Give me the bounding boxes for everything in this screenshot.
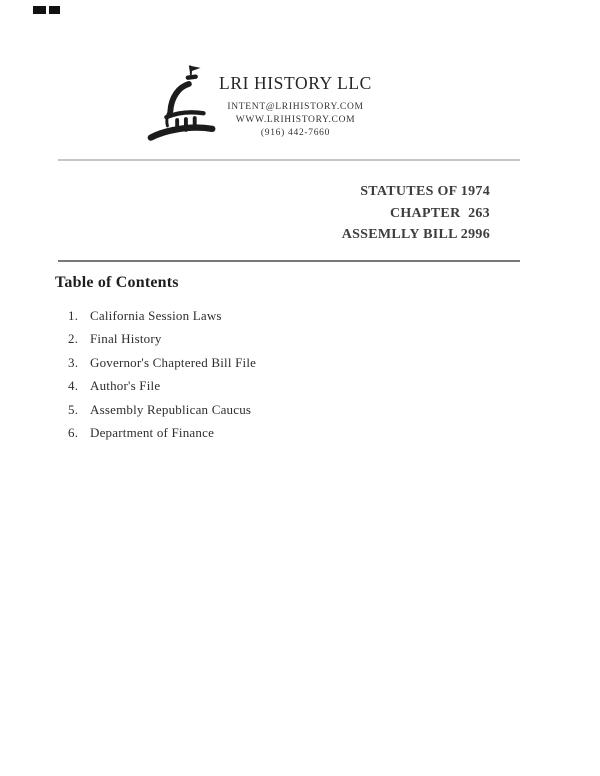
- scan-artifact-block: [33, 6, 46, 14]
- toc-item-label: Assembly Republican Caucus: [90, 401, 252, 417]
- letterhead: [203, 75, 388, 140]
- toc-item: [68, 374, 256, 397]
- toc-list: [68, 304, 256, 444]
- toc-item: [68, 351, 256, 374]
- toc-item: [68, 398, 256, 421]
- toc-item: [68, 304, 256, 327]
- toc-item-label: Governor's Chaptered Bill File: [90, 354, 257, 370]
- toc-item-label: California Session Laws: [90, 308, 222, 323]
- scan-artifact-block: [49, 6, 60, 14]
- toc-item: [68, 327, 256, 350]
- statutes-line: STATUTES OF 1974: [360, 184, 490, 199]
- assembly-bill-line: ASSEMLLY BILL 2996: [341, 227, 490, 242]
- divider-top: [58, 159, 520, 161]
- toc-item-label: Author's File: [90, 378, 161, 394]
- divider-bottom: [58, 260, 520, 262]
- toc-item-label: Final History: [90, 331, 162, 347]
- toc-item-number: 4.: [68, 378, 79, 394]
- toc-item-number: 1.: [68, 308, 79, 323]
- toc-heading: Table of Contents: [55, 274, 179, 291]
- toc-item-number: 2.: [68, 331, 79, 347]
- company-website: WWW.LRIHISTORY.COM: [235, 114, 356, 125]
- company-name: LRI HISTORY LLC: [219, 73, 372, 93]
- chapter-line: CHAPTER 263: [389, 205, 490, 221]
- company-phone: (916) 442-7660: [260, 127, 331, 138]
- toc-item-number: 6.: [68, 425, 79, 441]
- toc-item-label: Department of Finance: [90, 425, 215, 441]
- toc-item-number: 3.: [68, 354, 79, 370]
- company-email: INTENT@LRIHISTORY.COM: [227, 101, 364, 112]
- toc-item: [68, 421, 256, 444]
- toc-item-number: 5.: [68, 401, 79, 417]
- scan-artifact-mark: [33, 6, 60, 14]
- bill-reference-block: [342, 181, 490, 246]
